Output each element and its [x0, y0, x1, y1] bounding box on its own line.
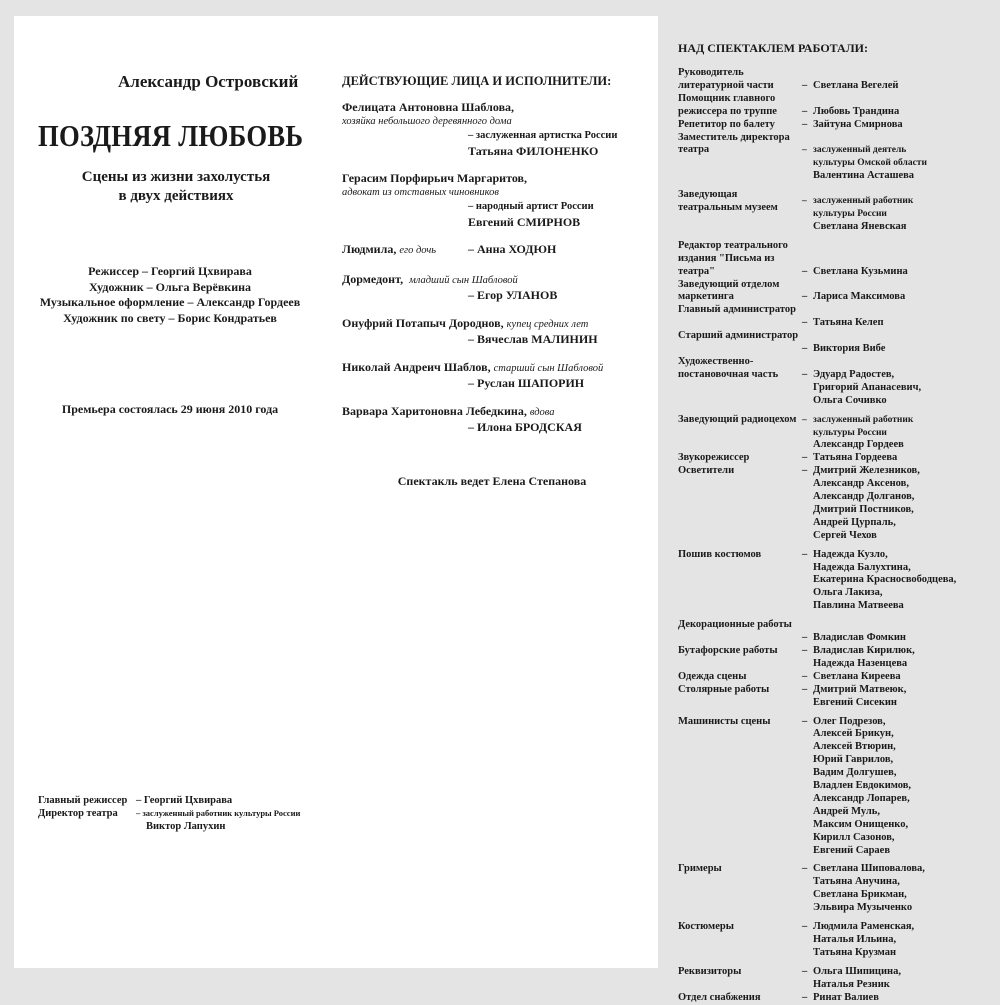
crew-name: Андрей Муль,: [813, 805, 880, 817]
cast-role: [342, 404, 642, 435]
crew-name: Ринат Валиев: [813, 991, 879, 1003]
crew-name: Сергей Чехов: [813, 529, 877, 541]
crew-row: Гримеры – Светлана Шиповалова, Татьяна Анучина, Светлана Брикман, Эльвира Музыченко: [678, 863, 998, 915]
crew-name: Наталья Резник: [813, 978, 890, 990]
chief-director-label: Главный режиссер: [38, 795, 128, 806]
role-name: Людмила,: [342, 242, 397, 256]
crew-row: Заведующий радиоцехом – заслуженный работник культуры России Александр Гордеев: [678, 414, 998, 453]
crew-name: Павлина Матвеева: [813, 600, 904, 612]
crew-label: Главный администратор: [678, 304, 796, 316]
crew-label: Заведующая театральным музеем: [678, 189, 778, 214]
role-description: младший сын Шабловой: [409, 274, 518, 286]
crew-name: Евгений Сараев: [813, 844, 890, 856]
crew-name: Алексей Втюрин,: [813, 741, 896, 753]
crew-name: Наталья Ильина,: [813, 934, 897, 946]
crew-title: заслуженный работник: [813, 414, 914, 425]
crew-name: Екатерина Красносвободцева,: [813, 574, 957, 586]
crew-title: культуры Омской области: [813, 158, 927, 169]
crew-row: Осветители – Дмитрий Железников, Александр Аксенов, Александр Долганов, Дмитрий Постников, Андрей Цурпаль, Сергей Чехов: [678, 465, 998, 542]
crew-label: Звукорежиссер: [678, 452, 750, 464]
production-credits: [20, 264, 320, 326]
crew-name: Ольга Шипицина,: [813, 965, 901, 977]
crew-row: Художественно-постановочная часть – Эдуард Радостев, Григорий Апанасевич, Ольга Сочивко: [678, 356, 998, 408]
crew-title: культуры России: [813, 427, 887, 438]
crew-row: Помощник главного режиссера по труппе – Любовь Трандина: [678, 92, 900, 117]
crew-label: Декорационные работы: [678, 619, 792, 631]
crew-name: Светлана Яневская: [813, 220, 907, 232]
actor-title: – народный артист России: [468, 201, 594, 212]
role-description: хозяйка небольшого деревянного дома: [342, 115, 512, 127]
crew-name: Владислав Кирилюк,: [813, 644, 915, 656]
role-description: его дочь: [399, 245, 437, 256]
crew-name: Александр Аксенов,: [813, 478, 909, 490]
crew-name: Эльвира Музыченко: [813, 902, 913, 914]
crew-name: Татьяна Келеп: [813, 317, 884, 329]
role-description: старший сын Шабловой: [493, 362, 604, 374]
crew-name: Дмитрий Постников,: [813, 503, 914, 515]
crew-label: Старший администратор: [678, 330, 799, 342]
crew-row: Руководитель литературной части – Светлана Вегелей: [678, 67, 899, 91]
crew-name: Ольга Сочивко: [813, 394, 887, 406]
crew-name: Андрей Цурпаль,: [813, 516, 896, 528]
theatre-director-name: Виктор Лапухин: [146, 821, 226, 832]
crew-row: Машинисты сцены – Олег Подрезов, Алексей Брикун, Алексей Втюрин, Юрий Гаврилов, Вадим Долгушев, Владлен Евдокимов, Александр Лопарев, Андрей Муль, Максим Онищенко, Кирилл Сазонов, Евгений Сараев: [678, 716, 998, 858]
play-subtitle: [40, 168, 312, 206]
crew-name: Лариса Максимова: [813, 291, 906, 303]
role-name: Николай Андреич Шаблов,: [342, 359, 491, 374]
crew-label: Заведующий радиоцехом: [678, 413, 797, 425]
crew-heading: НАД СПЕКТАКЛЕМ РАБОТАЛИ:: [678, 41, 868, 55]
stage-manager: Спектакль ведет Елена Степанова: [397, 474, 587, 488]
crew-label: Помощник главного режиссера по труппе: [678, 92, 777, 117]
play-title: ПОЗДНЯЯ ЛЮБОВЬ: [38, 118, 304, 153]
crew-label: Машинисты сцены: [678, 715, 771, 727]
crew-name: Надежда Балухтина,: [813, 561, 911, 573]
crew-name: Татьяна Крузман: [813, 946, 897, 958]
crew-name: Александр Долганов,: [813, 491, 915, 503]
crew-row: Пошив костюмов – Надежда Кузло, Надежда Балухтина, Екатерина Красносвободцева, Ольга Лакиза, Павлина Матвеева: [678, 549, 998, 614]
actor-name: – Егор УЛАНОВ: [468, 288, 558, 302]
crew-label: Руководитель литературной части: [678, 67, 774, 91]
crew-name: Светлана Шиповалова,: [813, 863, 925, 875]
credit-music: Музыкальное оформление – Александр Гордеев: [39, 295, 301, 309]
role-name: Варвара Харитоновна Лебедкина,: [342, 403, 527, 418]
role-description: вдова: [529, 406, 555, 418]
cast-role: [342, 272, 642, 303]
credit-director: Режиссер – Георгий Цхвирава: [88, 264, 252, 278]
crew-name: Александр Гордеев: [813, 439, 904, 451]
crew-name: Светлана Вегелей: [813, 79, 899, 91]
crew-label: Заведующий отделом маркетинга: [678, 278, 780, 303]
crew-name: Александр Лопарев,: [813, 792, 910, 804]
crew-name: Любовь Трандина: [813, 105, 900, 117]
cast-role: [342, 360, 642, 391]
crew-name: Евгений Сисекин: [813, 696, 897, 708]
credit-designer: Художник – Ольга Верёвкина: [88, 279, 252, 294]
crew-label: Заместитель директора театра: [678, 131, 790, 156]
crew-name: Светлана Кузьмина: [813, 265, 908, 277]
role-name: Дормедонт,: [342, 271, 404, 286]
crew-name: Людмила Раменская,: [813, 921, 915, 933]
crew-row: Заведующий отделом маркетинга – Лариса Максимова: [678, 278, 906, 303]
chief-director-value: – Георгий Цхвирава: [136, 795, 233, 806]
crew-row: Реквизиторы – Ольга Шипицина, Наталья Резник: [678, 966, 998, 992]
crew-name: Ольга Лакиза,: [813, 587, 883, 599]
cast-role: [342, 242, 642, 259]
cast-role: [342, 171, 642, 229]
crew-list: [678, 67, 998, 1005]
cast-list: [342, 100, 642, 448]
role-name: Онуфрий Потапыч Дороднов,: [342, 315, 504, 330]
role-description: адвокат из отставных чиновников: [342, 186, 499, 198]
crew-row: Звукорежиссер – Татьяна Гордеева: [678, 452, 898, 464]
premiere-date: Премьера состоялась 29 июня 2010 года: [61, 402, 279, 416]
crew-label: Бутафорские работы: [678, 644, 778, 656]
crew-name: Дмитрий Железников,: [813, 465, 920, 477]
crew-name: Зайтуна Смирнова: [813, 118, 903, 130]
crew-label: Осветители: [678, 465, 735, 477]
crew-name: Алексей Брикун,: [813, 728, 894, 740]
cast-heading: ДЕЙСТВУЮЩИЕ ЛИЦА И ИСПОЛНИТЕЛИ:: [342, 74, 612, 88]
actor-name: – Анна ХОДЮН: [468, 242, 557, 256]
theatre-director-label: Директор театра: [38, 808, 118, 819]
credit-lighting: Художник по свету – Борис Кондратьев: [63, 310, 277, 325]
crew-name: Владислав Фомкин: [813, 632, 906, 644]
role-description: купец средних лет: [506, 318, 589, 330]
crew-title: культуры России: [813, 209, 887, 220]
crew-name: Виктория Вибе: [813, 343, 886, 355]
actor-name: – Вячеслав МАЛИНИН: [468, 332, 598, 346]
crew-label: Пошив костюмов: [678, 548, 762, 560]
crew-name: Эдуард Радостев,: [813, 368, 895, 380]
crew-name: Светлана Киреева: [813, 670, 901, 682]
crew-label: Редактор театрального издания "Письма из театра": [678, 239, 788, 277]
author-name: Александр Островский: [118, 72, 299, 91]
role-name: Фелицата Антоновна Шаблова,: [342, 100, 515, 114]
crew-label: Художественно-постановочная часть: [678, 355, 779, 380]
crew-name: Вадим Долгушев,: [813, 767, 897, 779]
crew-row: Одежда сцены – Светлана Киреева: [678, 670, 901, 682]
theatre-director-title: – заслуженный работник культуры России: [136, 808, 301, 818]
actor-name: Татьяна ФИЛОНЕНКО: [468, 143, 599, 158]
crew-name: Татьяна Гордеева: [813, 452, 898, 464]
cast-role: [342, 316, 642, 347]
role-name: Герасим Порфирьич Маргаритов,: [342, 171, 528, 185]
crew-label: Одежда сцены: [678, 670, 747, 682]
crew-row: Отдел снабжения – Ринат Валиев: [678, 991, 879, 1003]
crew-row: Заведующая театральным музеем – заслуженный работник культуры России Светлана Яневская: [678, 189, 998, 234]
crew-row: Главный администратор – Татьяна Келеп: [678, 304, 884, 329]
crew-title: заслуженный деятель: [813, 145, 907, 156]
crew-name: Светлана Брикман,: [813, 889, 907, 901]
crew-name: Надежда Кузло,: [813, 548, 888, 560]
crew-row: Костюмеры – Людмила Раменская, Наталья Ильина, Татьяна Крузман: [678, 921, 998, 960]
crew-name: Татьяна Анучина,: [813, 876, 900, 888]
cast-role: [342, 100, 642, 158]
crew-row: Бутафорские работы – Владислав Кирилюк, Надежда Назенцева: [678, 645, 998, 671]
crew-label: Столярные работы: [678, 683, 770, 695]
crew-name: Кирилл Сазонов,: [813, 831, 895, 843]
subtitle-line: в двух действиях: [118, 188, 234, 204]
crew-row: Столярные работы – Дмитрий Матвеюк, Евгений Сисекин: [678, 684, 998, 710]
crew-label: Отдел снабжения: [678, 991, 761, 1003]
crew-row: Редактор театрального издания "Письма из театра" – Светлана Кузьмина: [678, 239, 908, 277]
actor-name: – Руслан ШАПОРИН: [468, 376, 585, 390]
subtitle-line: Сцены из жизни захолустья: [81, 169, 271, 185]
actor-title: – заслуженная артистка России: [468, 130, 618, 141]
actor-name: Евгений СМИРНОВ: [468, 214, 581, 229]
crew-label: Реквизиторы: [678, 965, 742, 977]
crew-label: Костюмеры: [678, 921, 734, 933]
crew-row: Заместитель директора театра – заслуженный деятель культуры Омской области Валентина Асташева: [678, 132, 998, 184]
crew-name: Дмитрий Матвеюк,: [813, 683, 907, 695]
crew-name: Олег Подрезов,: [813, 715, 886, 727]
crew-name: Владлен Евдокимов,: [813, 780, 912, 792]
crew-name: Надежда Назенцева: [813, 657, 908, 669]
crew-row: Декорационные работы – Владислав Фомкин: [678, 619, 906, 644]
crew-title: заслуженный работник: [813, 196, 914, 207]
actor-name: – Илона БРОДСКАЯ: [468, 420, 582, 434]
crew-row: Старший администратор – Виктория Вибе: [678, 330, 886, 355]
crew-name: Юрий Гаврилов,: [813, 754, 894, 766]
crew-label: Репетитор по балету: [678, 118, 775, 130]
crew-name: Григорий Апанасевич,: [813, 381, 922, 393]
crew-label: Гримеры: [678, 863, 722, 875]
crew-name: Валентина Асташева: [813, 170, 915, 182]
crew-row: Репетитор по балету – Зайтуна Смирнова: [678, 118, 903, 130]
crew-name: Максим Онищенко,: [813, 818, 909, 830]
